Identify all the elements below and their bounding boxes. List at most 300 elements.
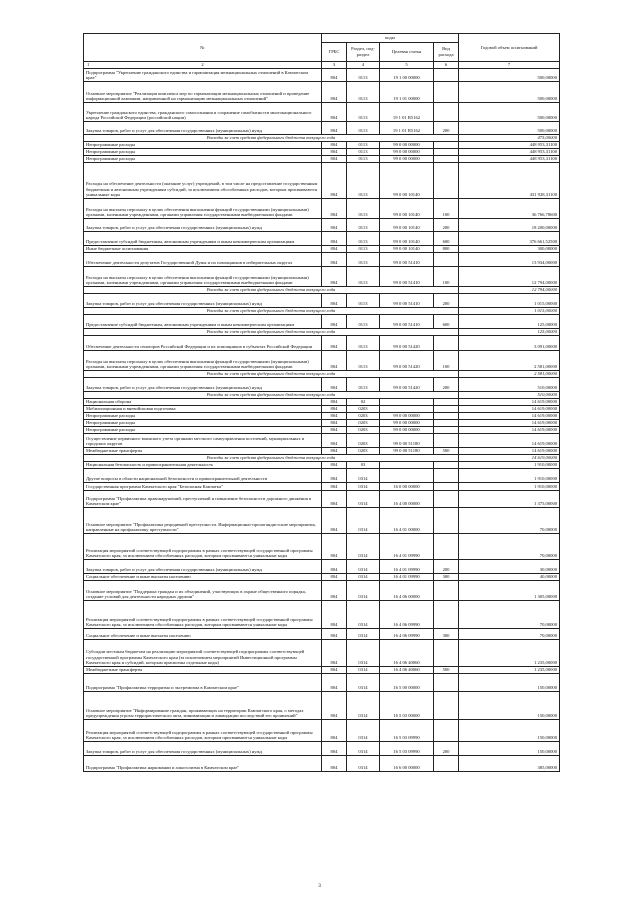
row-annual-sum: 150,00000 [459, 674, 560, 692]
row-grbs: 804 [322, 199, 347, 219]
row-target-article: 99 0 00 51180 [380, 434, 434, 448]
table-row [84, 199, 560, 219]
col-number-4: 4 [347, 62, 380, 69]
row-razdel: 0203 [347, 413, 380, 420]
row-name: Реализация мероприятий соответствующей подпрограммы в рамках соответствующей государственной программы Камчатского края, за исключением обособленных расходов, которым присваиваются уникальные коды [84, 601, 322, 629]
header-vid: Вид расхода [434, 43, 459, 62]
table-row [84, 253, 560, 267]
row-expense-type: 600 [434, 315, 459, 329]
row-target-article [380, 399, 434, 406]
row-annual-sum: 150,00000 [459, 692, 560, 720]
row-target-article: 99 0 00 51410 [380, 294, 434, 308]
row-name: Предоставление субсидий бюджетным, автономным учреждениям и иным некоммерческим организациям [84, 232, 322, 246]
row-razdel: 0203 [347, 427, 380, 434]
table-row [84, 156, 560, 163]
row-target-article: 99 0 00 00000 [380, 427, 434, 434]
row-expense-type [434, 413, 459, 420]
row-annual-sum: 70,00000 [459, 534, 560, 560]
page-number: 3 [318, 883, 321, 889]
table-row [84, 581, 560, 601]
row-expense-type: 200 [434, 742, 459, 756]
row-target-article: 19 1 01 R5162 [380, 103, 434, 122]
federal-budget-sum: 1 015,00000 [459, 308, 560, 315]
row-target-article: 99 0 00 10140 [380, 199, 434, 219]
row-razdel: 0113 [347, 232, 380, 246]
row-grbs: 804 [322, 69, 347, 82]
row-name: Основное мероприятие "Реализация комплекса мер по гармонизации межнациональных отношений и проведение информационной кампании, направленной на гармонизацию межнациональных отношений" [84, 82, 322, 103]
row-razdel: 0314 [347, 629, 380, 640]
row-annual-sum: 431 928,31100 [459, 163, 560, 199]
row-expense-type [434, 508, 459, 534]
row-name: Реализация мероприятий соответствующей подпрограммы в рамках соответствующей государственной программы Камчатского края, за исключением обособленных расходов, которым присваиваются уникальные коды [84, 720, 322, 742]
row-expense-type [434, 434, 459, 448]
row-name: Государственная программа Камчатского края "Безопасная Камчатка" [84, 483, 322, 491]
federal-budget-sum: 475,00000 [459, 135, 560, 142]
row-grbs: 804 [322, 640, 347, 667]
row-grbs: 804 [322, 219, 347, 232]
row-razdel: 0113 [347, 219, 380, 232]
row-name: Основное мероприятие "Информирование граждан, проживающих на территории Камчатского края, о методах предупреждения угрозы террористического акта, минимизации и ликвидации последствий его проявлений" [84, 692, 322, 720]
row-target-article: 19 1 00 00000 [380, 69, 434, 82]
row-grbs: 804 [322, 674, 347, 692]
table-row [84, 413, 560, 420]
row-annual-sum: 500,00000 [459, 122, 560, 135]
table-row [84, 232, 560, 246]
row-annual-sum: 14 619,00000 [459, 399, 560, 406]
row-target-article: 99 0 00 00000 [380, 142, 434, 149]
row-target-article: 16 4 01 00000 [380, 508, 434, 534]
row-expense-type [434, 142, 459, 149]
row-target-article: 16 5 03 00000 [380, 692, 434, 720]
row-razdel: 0314 [347, 756, 380, 772]
row-grbs: 804 [322, 82, 347, 103]
row-name: Непрограммные расходы [84, 156, 322, 163]
row-name: Непрограммные расходы [84, 427, 322, 434]
table-row [84, 163, 560, 199]
row-razdel: 0314 [347, 508, 380, 534]
row-razdel: 0203 [347, 434, 380, 448]
row-expense-type [434, 483, 459, 491]
row-target-article: 16 6 00 00000 [380, 756, 434, 772]
row-razdel: 0314 [347, 581, 380, 601]
row-razdel: 0314 [347, 469, 380, 483]
row-expense-type [434, 692, 459, 720]
federal-budget-note: Расходы за счет средств федерального бюджета текущего года [84, 455, 459, 462]
row-grbs: 804 [322, 142, 347, 149]
row-razdel: 0314 [347, 674, 380, 692]
row-razdel: 0113 [347, 246, 380, 253]
row-expense-type: 300 [434, 629, 459, 640]
header-razdel: Раздел, под-раздел [347, 43, 380, 62]
column-number-row [84, 62, 560, 69]
col-number-1: 1 [87, 62, 90, 68]
federal-budget-note: Расходы за счет средств федерального бюджета текущего года [84, 392, 459, 399]
row-name: Закупка товаров, работ и услуг для обеспечения государственных (муниципальных) нужд [84, 560, 322, 574]
row-target-article: 99 0 00 10140 [380, 163, 434, 199]
row-razdel: 02 [347, 399, 380, 406]
row-target-article: 99 0 00 51410 [380, 315, 434, 329]
federal-budget-sum: 14 619,00000 [459, 455, 560, 462]
table-row [84, 720, 560, 742]
table-row [84, 351, 560, 371]
row-grbs: 804 [322, 315, 347, 329]
table-row [84, 267, 560, 287]
row-target-article: 16 4 06 09990 [380, 601, 434, 629]
row-annual-sum: 150,00000 [459, 742, 560, 756]
row-expense-type: 100 [434, 199, 459, 219]
row-razdel: 0314 [347, 491, 380, 508]
row-razdel: 0113 [347, 267, 380, 287]
federal-budget-note: Расходы за счет средств федерального бюджета текущего года [84, 371, 459, 378]
row-name: Социальное обеспечение и иные выплаты населению [84, 574, 322, 581]
row-razdel: 0314 [347, 640, 380, 667]
row-target-article: 99 0 00 51410 [380, 253, 434, 267]
row-expense-type: 500 [434, 667, 459, 674]
table-row [84, 692, 560, 720]
row-grbs: 804 [322, 267, 347, 287]
row-target-article: 16 4 01 09990 [380, 560, 434, 574]
table-row [84, 667, 560, 674]
row-name: Обеспечение деятельности депутатов Государственной Думы и их помощников в избирательных округах [84, 253, 322, 267]
row-target-article: 16 5 03 09990 [380, 742, 434, 756]
row-expense-type [434, 491, 459, 508]
row-target-article: 99 0 00 51420 [380, 378, 434, 392]
row-annual-sum: 300,00000 [459, 246, 560, 253]
row-target-article [380, 406, 434, 413]
table-row [84, 601, 560, 629]
table-row [84, 629, 560, 640]
row-name: Предоставление субсидий бюджетным, автономным учреждениям и иным некоммерческим организациям [84, 315, 322, 329]
row-name: Непрограммные расходы [84, 149, 322, 156]
row-target-article: 99 0 00 00000 [380, 413, 434, 420]
table-row [84, 406, 560, 413]
row-target-article: 99 0 00 51180 [380, 448, 434, 455]
row-expense-type: 100 [434, 351, 459, 371]
row-name: Осуществление первичного воинского учета органами местного самоуправления поселений, муниципальных и городских округов [84, 434, 322, 448]
row-razdel: 0113 [347, 199, 380, 219]
row-razdel: 0113 [347, 69, 380, 82]
row-razdel: 0203 [347, 448, 380, 455]
row-name: Расходы на выплаты персоналу в целях обеспечения выполнения функций государственными (муниципальными) органами, казенными учреждениями, органами управления государственными внебюджетными фондами [84, 199, 322, 219]
row-grbs: 804 [322, 149, 347, 156]
table-row [84, 455, 560, 462]
table-row [84, 483, 560, 491]
row-target-article: 99 0 00 10140 [380, 246, 434, 253]
row-razdel: 03 [347, 462, 380, 469]
table-row [84, 371, 560, 378]
row-expense-type [434, 640, 459, 667]
table-row [84, 308, 560, 315]
row-grbs: 804 [322, 560, 347, 574]
row-razdel: 0314 [347, 742, 380, 756]
row-expense-type [434, 163, 459, 199]
row-annual-sum: 500,00000 [459, 82, 560, 103]
row-target-article: 99 0 00 00000 [380, 420, 434, 427]
row-grbs: 804 [322, 122, 347, 135]
row-annual-sum: 30,00000 [459, 560, 560, 574]
row-annual-sum: 385,00000 [459, 756, 560, 772]
table-row [84, 574, 560, 581]
row-name: Обеспечение деятельности сенаторов Российской Федерации и их помощников в субъектах Российской Федерации [84, 336, 322, 351]
row-target-article: 16 4 06 09990 [380, 629, 434, 640]
row-grbs: 804 [322, 742, 347, 756]
row-target-article: 99 0 00 51410 [380, 267, 434, 287]
row-razdel: 0314 [347, 667, 380, 674]
row-grbs: 804 [322, 462, 347, 469]
row-razdel: 0314 [347, 601, 380, 629]
row-name: Подпрограмма "Укрепление гражданского единства и гармонизация межнациональных отношений в Камчатском крае" [84, 69, 322, 82]
header-codes: коды [322, 34, 459, 43]
row-annual-sum: 14 619,00000 [459, 448, 560, 455]
header-annual: Годовой объем ассигнований [459, 34, 560, 62]
row-expense-type: 300 [434, 574, 459, 581]
row-name: Подпрограмма "Профилактика наркомании и алкоголизма в Камчатском крае" [84, 756, 322, 772]
table-row [84, 69, 560, 82]
row-expense-type: 200 [434, 122, 459, 135]
row-expense-type [434, 720, 459, 742]
header-num: № [84, 34, 322, 62]
table-row [84, 448, 560, 455]
federal-budget-sum: 510,00000 [459, 392, 560, 399]
row-razdel: 0314 [347, 560, 380, 574]
row-razdel: 0113 [347, 253, 380, 267]
row-grbs: 804 [322, 378, 347, 392]
table-row [84, 434, 560, 448]
row-name: Субсидии местным бюджетам на реализацию мероприятий соответствующей подпрограммы соответствующей государственной программы Камчатского края (за исключением мероприятий Инвестиционной программы Камчатского края и субсидий, которым присвоены отдельные коды) [84, 640, 322, 667]
row-expense-type [434, 534, 459, 560]
row-target-article: 16 4 01 09990 [380, 574, 434, 581]
row-annual-sum: 125,00000 [459, 315, 560, 329]
row-grbs: 804 [322, 253, 347, 267]
row-expense-type [434, 336, 459, 351]
row-grbs: 804 [322, 720, 347, 742]
row-grbs: 804 [322, 399, 347, 406]
col-number-5: 5 [380, 62, 434, 69]
row-target-article: 19 1 01 00000 [380, 82, 434, 103]
row-expense-type [434, 462, 459, 469]
row-name: Реализация мероприятий соответствующей подпрограммы в рамках соответствующей государственной программы Камчатского края, за исключением обособленных расходов, которым присваиваются уникальные коды [84, 534, 322, 560]
federal-budget-sum: 2 581,00000 [459, 371, 560, 378]
row-grbs: 804 [322, 434, 347, 448]
row-name: Социальное обеспечение и иные выплаты населению [84, 629, 322, 640]
row-name: Закупка товаров, работ и услуг для обеспечения государственных (муниципальных) нужд [84, 742, 322, 756]
row-grbs: 804 [322, 534, 347, 560]
table-row [84, 135, 560, 142]
row-target-article: 99 0 00 00000 [380, 156, 434, 163]
federal-budget-note: Расходы за счет средств федерального бюджета текущего года [84, 308, 459, 315]
federal-budget-sum: 12 794,00000 [459, 287, 560, 294]
row-razdel: 0113 [347, 378, 380, 392]
row-annual-sum: 14 619,00000 [459, 434, 560, 448]
row-expense-type [434, 399, 459, 406]
row-razdel: 0113 [347, 294, 380, 308]
federal-budget-note: Расходы за счет средств федерального бюджета текущего года [84, 329, 459, 336]
row-grbs: 804 [322, 629, 347, 640]
row-annual-sum: 1 015,00000 [459, 294, 560, 308]
row-annual-sum: 40,00000 [459, 574, 560, 581]
row-expense-type: 200 [434, 219, 459, 232]
federal-budget-note: Расходы за счет средств федерального бюджета текущего года [84, 287, 459, 294]
table-row [84, 756, 560, 772]
row-expense-type [434, 69, 459, 82]
header-grbs: ГРБС [322, 43, 347, 62]
table-row [84, 399, 560, 406]
row-razdel: 0314 [347, 692, 380, 720]
table-row [84, 103, 560, 122]
row-razdel: 0113 [347, 122, 380, 135]
row-target-article: 99 0 00 51420 [380, 336, 434, 351]
row-grbs: 804 [322, 246, 347, 253]
row-annual-sum: 510,00000 [459, 378, 560, 392]
row-annual-sum: 1 910,00000 [459, 462, 560, 469]
row-target-article: 99 0 00 10140 [380, 232, 434, 246]
row-expense-type [434, 469, 459, 483]
row-expense-type: 200 [434, 560, 459, 574]
row-grbs: 804 [322, 601, 347, 629]
row-expense-type: 200 [434, 294, 459, 308]
col-number-2: 2 [201, 62, 204, 68]
row-name: Закупка товаров, работ и услуг для обеспечения государственных (муниципальных) нужд [84, 378, 322, 392]
row-annual-sum: 1 305,00000 [459, 581, 560, 601]
row-razdel: 0113 [347, 156, 380, 163]
row-annual-sum: 1 235,00000 [459, 667, 560, 674]
row-target-article: 16 4 00 00000 [380, 491, 434, 508]
row-name: Закупка товаров, работ и услуг для обеспечения государственных (муниципальных) нужд [84, 294, 322, 308]
row-annual-sum: 500,00000 [459, 69, 560, 82]
table-row [84, 534, 560, 560]
row-name: Непрограммные расходы [84, 420, 322, 427]
row-name: Национальная оборона [84, 399, 322, 406]
row-razdel: 0113 [347, 336, 380, 351]
row-grbs: 804 [322, 406, 347, 413]
row-target-article: 19 1 01 R5162 [380, 122, 434, 135]
row-grbs: 804 [322, 756, 347, 772]
row-razdel: 0113 [347, 351, 380, 371]
row-target-article: 99 0 00 51420 [380, 351, 434, 371]
row-razdel: 0113 [347, 82, 380, 103]
row-expense-type [434, 406, 459, 413]
col-number-6: 6 [434, 62, 459, 69]
table-row [84, 336, 560, 351]
row-grbs: 804 [322, 420, 347, 427]
table-body [84, 69, 560, 772]
budget-table [83, 33, 560, 772]
row-expense-type [434, 581, 459, 601]
row-razdel: 0113 [347, 315, 380, 329]
row-expense-type [434, 420, 459, 427]
row-name: Закупка товаров, работ и услуг для обеспечения государственных (муниципальных) нужд [84, 122, 322, 135]
row-annual-sum: 1 375,00000 [459, 491, 560, 508]
row-expense-type: 100 [434, 267, 459, 287]
table-row [84, 122, 560, 135]
row-target-article: 99 0 00 00000 [380, 149, 434, 156]
row-annual-sum: 18 200,00000 [459, 219, 560, 232]
row-expense-type [434, 253, 459, 267]
row-annual-sum: 448 953,31100 [459, 142, 560, 149]
row-annual-sum: 448 953,31100 [459, 156, 560, 163]
table-row [84, 315, 560, 329]
row-name: Расходы на выплаты персоналу в целях обеспечения выполнения функций государственными (муниципальными) органами, казенными учреждениями, органами управления государственными внебюджетными фондами [84, 351, 322, 371]
row-name: Национальная безопасность и правоохранительная деятельность [84, 462, 322, 469]
table-row [84, 674, 560, 692]
row-grbs: 804 [322, 508, 347, 534]
row-annual-sum: 70,00000 [459, 508, 560, 534]
row-annual-sum: 13 934,00000 [459, 253, 560, 267]
table-row [84, 82, 560, 103]
header-target: Целевая статья [380, 43, 434, 62]
row-annual-sum: 150,00000 [459, 720, 560, 742]
row-name: Непрограммные расходы [84, 413, 322, 420]
row-expense-type: 800 [434, 246, 459, 253]
federal-budget-note: Расходы за счет средств федерального бюджета текущего года [84, 135, 459, 142]
row-razdel: 0314 [347, 534, 380, 560]
row-grbs: 804 [322, 483, 347, 491]
row-annual-sum: 12 794,00000 [459, 267, 560, 287]
row-target-article [380, 462, 434, 469]
row-grbs: 804 [322, 448, 347, 455]
row-grbs: 804 [322, 156, 347, 163]
table-row [84, 491, 560, 508]
row-razdel: 0113 [347, 103, 380, 122]
row-expense-type [434, 756, 459, 772]
row-razdel: 0203 [347, 406, 380, 413]
row-target-article: 16 4 01 09990 [380, 534, 434, 560]
row-target-article: 16 4 06 00000 [380, 581, 434, 601]
row-annual-sum: 1 910,00000 [459, 483, 560, 491]
row-target-article: 16 5 00 00000 [380, 674, 434, 692]
row-name: Расходы на обеспечение деятельности (оказание услуг) учреждений, в том числе на предоставление государственным бюджетным и автономным учреждениям субсидий, за исключением обособленных расходов, которым присваиваются уникальные коды [84, 163, 322, 199]
row-razdel: 0314 [347, 483, 380, 491]
row-grbs: 804 [322, 336, 347, 351]
row-grbs: 804 [322, 163, 347, 199]
row-name: Межбюджетные трансферты [84, 448, 322, 455]
row-expense-type [434, 156, 459, 163]
row-target-article: 16 0 00 00000 [380, 483, 434, 491]
row-annual-sum: 14 619,00000 [459, 406, 560, 413]
table-row [84, 469, 560, 483]
row-target-article: 16 4 06 40060 [380, 667, 434, 674]
row-expense-type: 500 [434, 448, 459, 455]
row-annual-sum: 448 953,31100 [459, 149, 560, 156]
header-row-1 [84, 34, 560, 43]
row-name: Подпрограмма "Профилактика правонарушений, преступлений и повышение безопасности дорожного движения в Камчатском крае" [84, 491, 322, 508]
row-target-article: 16 4 06 40060 [380, 640, 434, 667]
table-row [84, 462, 560, 469]
row-razdel: 0314 [347, 574, 380, 581]
row-grbs: 804 [322, 469, 347, 483]
table-row [84, 287, 560, 294]
row-expense-type: 200 [434, 378, 459, 392]
row-annual-sum: 2 581,00000 [459, 351, 560, 371]
row-grbs: 804 [322, 574, 347, 581]
row-annual-sum: 1 235,00000 [459, 640, 560, 667]
row-annual-sum: 70,00000 [459, 629, 560, 640]
row-grbs: 804 [322, 692, 347, 720]
table-row [84, 742, 560, 756]
federal-budget-sum: 125,00000 [459, 329, 560, 336]
row-name: Основное мероприятие "Поддержка граждан и их объединений, участвующих в охране общественного порядка, создание условий для деятельности народных дружин" [84, 581, 322, 601]
row-grbs: 804 [322, 667, 347, 674]
row-name: Мобилизационная и вневойсковая подготовка [84, 406, 322, 413]
row-razdel: 0314 [347, 720, 380, 742]
row-grbs: 804 [322, 232, 347, 246]
table-row [84, 508, 560, 534]
row-grbs: 804 [322, 413, 347, 420]
row-annual-sum: 14 619,00000 [459, 413, 560, 420]
table-row [84, 294, 560, 308]
row-name: Подпрограмма "Профилактика терроризма и экстремизма в Камчатском крае" [84, 674, 322, 692]
row-razdel: 0203 [347, 420, 380, 427]
